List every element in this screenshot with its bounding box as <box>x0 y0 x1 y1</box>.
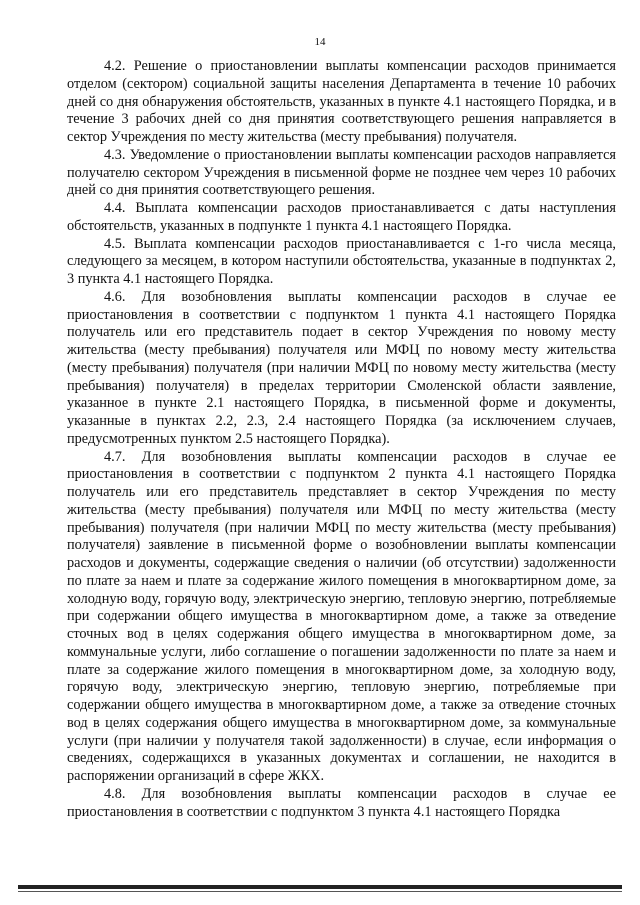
paragraph-4-8: 4.8. Для возобновления выплаты компенсации расходов в случае ее приостановления в соответствии с подпунктом 3 пункта 4.1 настоящего Порядка <box>67 785 616 820</box>
scan-bottom-edge-thin <box>18 891 622 892</box>
paragraph-4-6: 4.6. Для возобновления выплаты компенсации расходов в случае ее приостановления в соответствии с подпунктом 1 пункта 4.1 настоящего Порядка получатель или его представитель подает в сектор Учреждения по новому месту жительства (месту пребывания) получателя или МФЦ по новому месту жительства (месту пребывания) получателя (при наличии МФЦ по новому месту жительства (месту пребывания) получателя) в пределах территории Смоленской области заявление, указанное в пункте 2.1 настоящего Порядка, в письменной форме и документы, указанные в пунктах 2.2, 2.3, 2.4 настоящего Порядка (за исключением случаев, предусмотренных пунктом 2.5 настоящего Порядка). <box>67 288 616 447</box>
document-body <box>67 58 616 821</box>
paragraph-4-5: 4.5. Выплата компенсации расходов приостанавливается с 1-го числа месяца, следующего за месяцем, в котором наступили обстоятельства, указанные в подпунктах 2, 3 пункта 4.1 настоящего Порядка. <box>67 235 616 287</box>
paragraph-4-2: 4.2. Решение о приостановлении выплаты компенсации расходов принимается отделом (сектором) социальной защиты населения Департамента в течение 10 рабочих дней со дня обнаружения обстоятельств, указанных в пункте 4.1 настоящего Порядка, и в течение 3 рабочих дней со дня принятия соответствующего решения направляется в сектор Учреждения по месту жительства (месту пребывания) получателя. <box>67 58 616 145</box>
paragraph-4-4: 4.4. Выплата компенсации расходов приостанавливается с даты наступления обстоятельств, указанных в подпункте 1 пункта 4.1 настоящего Порядка. <box>67 200 616 234</box>
scan-bottom-edge <box>18 885 622 889</box>
paragraph-4-7: 4.7. Для возобновления выплаты компенсации расходов в случае ее приостановления в соответствии с подпунктом 2 пункта 4.1 настоящего Порядка получатель или его представитель представляет в сектор Учреждения по месту жительства (месту пребывания) получателя или МФЦ по месту жительства (месту пребывания) получателя (при наличии МФЦ по месту жительства (месту пребывания) получателя) заявление в письменной форме о возобновлении выплаты компенсации расходов и документы, содержащие сведения о наличии (об отсутствии) задолженности по плате за наем и плате за содержание жилого помещения в многоквартирном доме, за холодную воду, горячую воду, электрическую энергию, тепловую энергию, потребляемые при содержании общего имущества в многоквартирном доме, а также за отведение сточных вод в целях содержания общего имущества в многоквартирном доме, за коммунальные услуги, либо соглашение о погашении задолженности по плате за наем и плате за содержание жилого помещения в многоквартирном доме, за холодную воду, горячую воду, электрическую энергию, тепловую энергию, потребляемые при содержании общего имущества в многоквартирном доме, а также за отведение сточных вод в целях содержания общего имущества в многоквартирном доме, за коммунальные услуги (при наличии у получателя такой задолженности) в случае, если информация о сведениях, содержащихся в указанных документах и соглашении, не находится в распоряжении организаций в сфере ЖКХ. <box>67 448 616 784</box>
paragraph-4-3: 4.3. Уведомление о приостановлении выплаты компенсации расходов направляется получателю сектором Учреждения в письменной форме не позднее чем через 10 рабочих дней со дня принятия соответствующего решения. <box>67 146 616 199</box>
page-number: 14 <box>314 36 326 48</box>
